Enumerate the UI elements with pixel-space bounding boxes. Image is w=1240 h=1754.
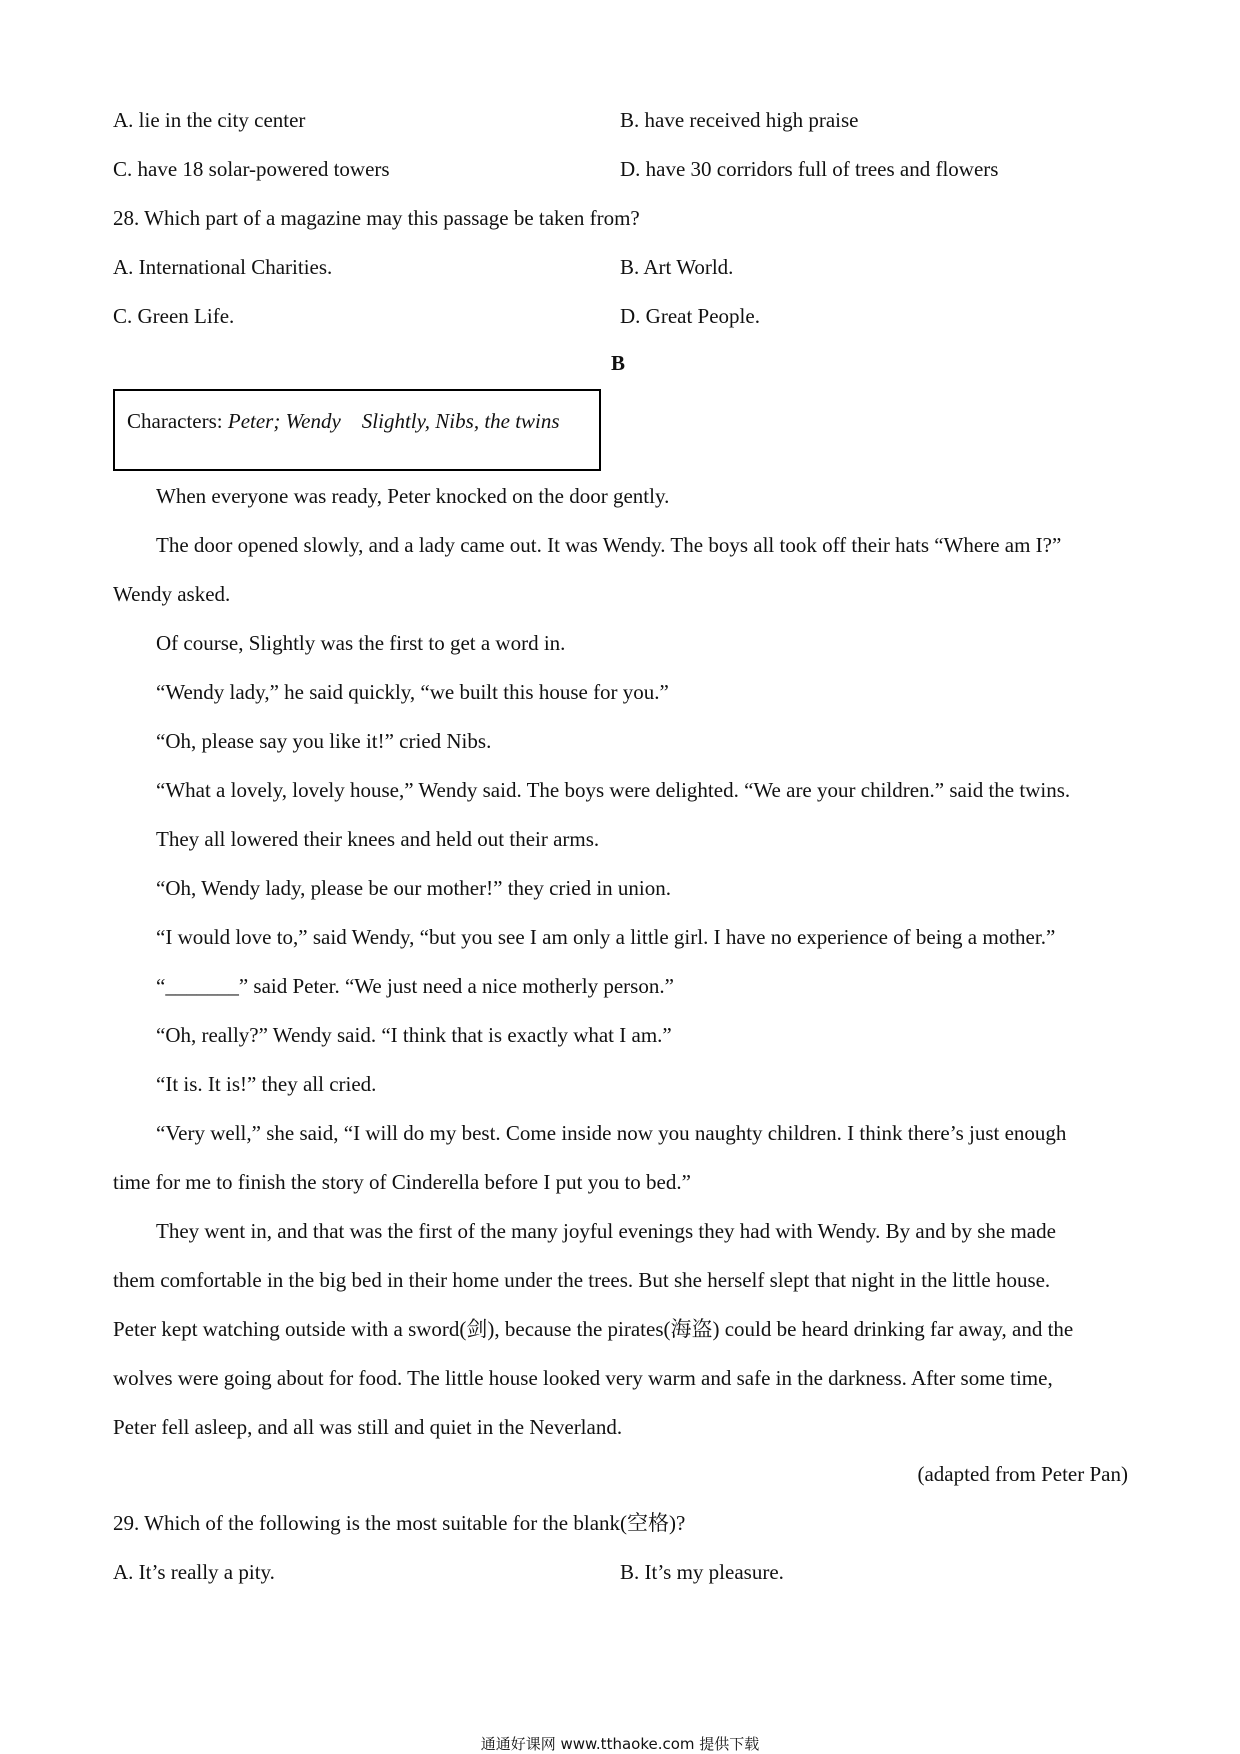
q28-option-b: B. Art World. xyxy=(620,255,734,279)
characters-box xyxy=(113,389,601,471)
characters-names: Peter; Wendy Slightly, Nibs, the twins xyxy=(227,409,560,433)
story-paragraph-2-line-1: The door opened slowly, and a lady came out. It was Wendy. The boys all took off their hats “Where am I?” xyxy=(156,533,1062,557)
q28-option-a: A. International Charities. xyxy=(113,255,333,279)
story-paragraph-2-line-2: Wendy asked. xyxy=(113,582,231,606)
q27-option-b: B. have received high praise xyxy=(620,108,859,132)
q29-question: 29. Which of the following is the most suitable for the blank(空格)? xyxy=(113,1511,686,1535)
story-paragraph-13-line-1: “Very well,” she said, “I will do my best. Come inside now you naughty children. I think there’s just enough xyxy=(156,1121,1067,1145)
q29-option-a: A. It’s really a pity. xyxy=(113,1560,275,1584)
story-paragraph-6: “What a lovely, lovely house,” Wendy said. The boys were delighted. “We are your children.” said the twins. xyxy=(156,778,1071,802)
characters-label: Characters: xyxy=(127,409,228,433)
story-paragraph-13-line-2: time for me to finish the story of Cinderella before I put you to bed.” xyxy=(113,1170,691,1194)
q28-question: 28. Which part of a magazine may this passage be taken from? xyxy=(113,206,640,230)
q28-option-c: C. Green Life. xyxy=(113,304,235,328)
story-paragraph-12: “It is. It is!” they all cried. xyxy=(156,1072,377,1096)
story-paragraph-4: “Wendy lady,” he said quickly, “we built this house for you.” xyxy=(156,680,669,704)
page-footer: 通通好课网 www.tthaoke.com 提供下载 xyxy=(480,1735,760,1753)
story-paragraph-14-line-4: wolves were going about for food. The little house looked very warm and safe in the darkness. After some time, xyxy=(113,1366,1053,1390)
story-paragraph-8: “Oh, Wendy lady, please be our mother!” they cried in union. xyxy=(156,876,671,900)
story-paragraph-9: “I would love to,” said Wendy, “but you see I am only a little girl. I have no experience of being a mother.” xyxy=(156,925,1056,949)
q28-option-d: D. Great People. xyxy=(620,304,760,328)
story-paragraph-5: “Oh, please say you like it!” cried Nibs. xyxy=(156,729,492,753)
q29-option-b: B. It’s my pleasure. xyxy=(620,1560,784,1584)
story-paragraph-11: “Oh, really?” Wendy said. “I think that is exactly what I am.” xyxy=(156,1023,672,1047)
q27-option-d: D. have 30 corridors full of trees and flowers xyxy=(620,157,999,181)
story-paragraph-14-line-3: Peter kept watching outside with a sword(剑), because the pirates(海盗) could be heard drinking far away, and the xyxy=(113,1317,1074,1341)
story-paragraph-14-line-2: them comfortable in the big bed in their home under the trees. But she herself slept that night in the little house. xyxy=(113,1268,1051,1292)
story-paragraph-10: “_______” said Peter. “We just need a nice motherly person.” xyxy=(156,974,674,998)
story-paragraph-7: They all lowered their knees and held out their arms. xyxy=(156,827,600,851)
q27-option-c: C. have 18 solar-powered towers xyxy=(113,157,390,181)
q27-option-a: A. lie in the city center xyxy=(113,108,306,132)
section-title: B xyxy=(611,351,626,375)
story-source: (adapted from Peter Pan) xyxy=(917,1462,1128,1486)
story-paragraph-14-line-5: Peter fell asleep, and all was still and quiet in the Neverland. xyxy=(113,1415,623,1439)
story-paragraph-14-line-1: They went in, and that was the first of the many joyful evenings they had with Wendy. By and by she made xyxy=(156,1219,1056,1243)
story-paragraph-3: Of course, Slightly was the first to get a word in. xyxy=(156,631,566,655)
characters-line xyxy=(127,409,560,434)
story-paragraph-1: When everyone was ready, Peter knocked on the door gently. xyxy=(156,484,670,508)
